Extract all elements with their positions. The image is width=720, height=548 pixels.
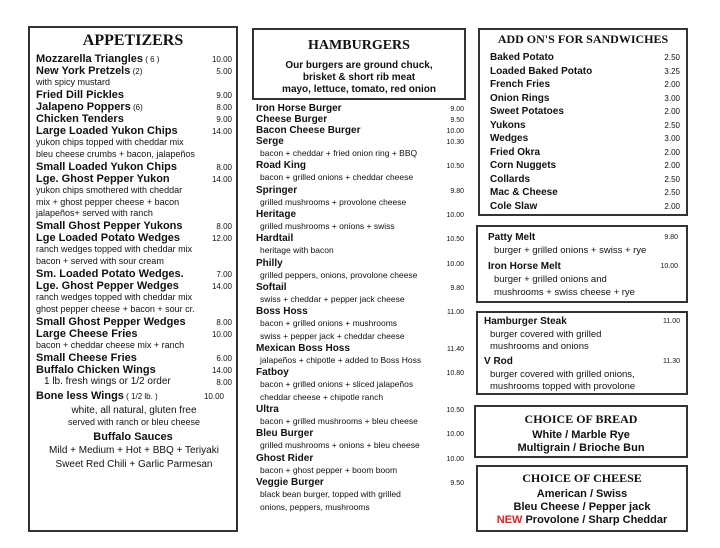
menu-item-desc: bacon + served with sour cream: [36, 256, 164, 267]
addons-list: [480, 53, 686, 215]
menu-item-name: Small Ghost Pepper Yukons: [36, 220, 183, 233]
menu-item-name: Lge. Ghost Pepper Wedges: [36, 280, 179, 293]
menu-item-price: 7.00: [216, 270, 232, 280]
menu-item-price: 10.00: [446, 260, 464, 268]
hamburgers-list: [252, 104, 466, 532]
menu-item: [256, 186, 464, 197]
menu-item-price: 11.00: [447, 309, 464, 317]
menu-item-price: 2.50: [664, 53, 680, 62]
hamburgers-subtitle-3: mayo, lettuce, tomato, red onion: [282, 84, 436, 95]
menu-item: [490, 121, 680, 135]
menu-item-name: Wedges: [490, 133, 529, 144]
menu-item-price: 3.25: [664, 66, 680, 76]
addons-title: ADD ON'S FOR SANDWICHES: [497, 32, 669, 46]
menu-item: [490, 134, 680, 148]
menu-item-desc: grilled peppers, onions, provolone cheese: [260, 269, 418, 280]
menu-item-desc: 1 lb. fresh wings or 1/2 order: [44, 375, 171, 387]
hamburgers-subtitle-2: brisket & short rib meat: [302, 72, 416, 83]
menu-item-desc: mushrooms and onions: [490, 341, 589, 353]
menu-item-desc: bacon + grilled onions + sliced jalapeños: [260, 379, 414, 390]
menu-item-price: 10.00: [446, 128, 464, 135]
menu-item: [256, 210, 464, 221]
menu-item-name: Large Loaded Yukon Chips: [36, 124, 178, 137]
boneless-desc-1: white, all natural, gluten free: [71, 404, 197, 416]
cheese-panel: [476, 465, 688, 532]
sauces-line-2: Sweet Red Chili + Garlic Parmesan: [55, 458, 213, 470]
menu-item-desc: with spicy mustard: [36, 77, 111, 87]
menu-item-price: 2.00: [664, 107, 680, 116]
boneless-desc-2: served with ranch or bleu cheese: [67, 416, 201, 427]
menu-item-name: Road King: [256, 160, 306, 172]
menu-item-price: 10.00: [446, 212, 464, 220]
menu-item-price: 2.00: [664, 161, 680, 170]
menu-item: [256, 161, 464, 172]
menu-item-wings-half: [44, 377, 232, 389]
menu-item-price: 9.80: [450, 285, 464, 293]
menu-item: [256, 478, 464, 489]
menu-item: [256, 283, 464, 294]
menu-item: [256, 344, 464, 355]
menu-item-name: Buffalo Chicken Wings: [36, 363, 156, 376]
menu-item: [490, 188, 680, 202]
menu-item-desc: jalapeños+ served with ranch: [36, 208, 153, 219]
menu-item-name: Sweet Potatoes: [490, 106, 564, 117]
menu-item: [36, 66, 232, 78]
menu-item-name: Fried Dill Pickles: [36, 88, 125, 101]
menu-item-price: 10.00: [203, 391, 224, 401]
menu-item: [488, 233, 678, 244]
menu-item: [36, 329, 232, 341]
menu-item-desc: grilled mushrooms + onions + bleu cheese: [260, 440, 420, 451]
menu-item-name: Yukons: [490, 119, 526, 131]
menu-item-price: 9.50: [450, 117, 464, 124]
bread-title: CHOICE OF BREAD: [524, 412, 638, 426]
bread-options-1: White / Marble Rye: [532, 429, 630, 441]
menu-item-desc: heritage with bacon: [260, 245, 334, 256]
menu-item-desc: burger covered with grilled: [490, 329, 602, 340]
menu-item: [36, 281, 232, 293]
menu-item-desc: black bean burger, topped with grilled: [260, 489, 401, 500]
menu-item-price: 10.50: [446, 163, 464, 171]
menu-item: [490, 107, 680, 121]
menu-item-name: Bleu Burger: [256, 428, 314, 440]
menu-item-price: 3.00: [664, 93, 680, 103]
menu-item-name: Small Loaded Yukon Chips: [36, 160, 177, 173]
menu-item-name: Iron Horse Melt: [488, 261, 561, 273]
menu-item-price: 12.00: [211, 234, 232, 244]
menu-item-price: 10.30: [446, 139, 464, 146]
menu-item: [36, 126, 232, 138]
menu-item-name: Corn Nuggets: [490, 160, 557, 171]
menu-item-desc: bacon + grilled mushrooms + bleu cheese: [260, 416, 418, 427]
menu-item-price: 3.00: [664, 134, 680, 143]
hamburgers-title: HAMBURGERS: [308, 38, 410, 53]
menu-item-price: 11.00: [663, 318, 680, 325]
menu-item-name: Softail: [256, 282, 287, 294]
hamburgers-header: [252, 28, 466, 100]
menu-item: [256, 368, 464, 379]
bread-options-2: Multigrain / Brioche Bun: [517, 442, 645, 455]
menu-item: [36, 174, 232, 186]
menu-item: [256, 137, 464, 148]
menu-item-price: 14.00: [211, 365, 232, 375]
menu-item-name: Collards: [490, 173, 531, 185]
menu-item-price: 11.30: [663, 357, 680, 365]
menu-item-name: Sm. Loaded Potato Wedges.: [36, 268, 184, 281]
menu-item: [490, 148, 680, 162]
menu-item-name: Mac & Cheese: [490, 187, 558, 198]
menu-item-desc: swiss + pepper jack + cheddar cheese: [260, 330, 405, 341]
menu-item-price: 9.50: [450, 480, 464, 488]
new-badge: NEW: [496, 514, 523, 527]
menu-item-price: 14.00: [211, 126, 232, 136]
cheese-options-2: Bleu Cheese / Pepper jack: [513, 501, 651, 514]
menu-item-name: Heritage: [256, 209, 297, 221]
menu-item-price: 9.80: [664, 234, 678, 241]
menu-item-price: 6.00: [216, 353, 232, 363]
menu-item-name: V Rod: [484, 355, 513, 367]
menu-item-desc: bleu cheese crumbs + bacon, jalapeños: [36, 148, 195, 159]
menu-item-price: 10.50: [446, 407, 464, 415]
menu-item-price: 8.00: [216, 102, 232, 112]
menu-item-price: 10.00: [446, 455, 464, 463]
menu-item-price: 10.00: [211, 55, 232, 64]
menu-item-desc: bacon + ghost pepper + boom boom: [260, 464, 398, 475]
sauces-line-1: Mild + Medium + Hot + BBQ + Teriyaki: [49, 444, 219, 456]
menu-item-desc: bacon + cheddar + fried onion ring + BBQ: [260, 148, 418, 158]
addons-panel: [478, 28, 688, 216]
menu-item-name: Mozzarella Triangles: [36, 53, 143, 65]
menu-item-desc: cheddar cheese + chipotle ranch: [260, 391, 384, 402]
menu-item-name: Fatboy: [256, 367, 289, 379]
bread-panel: [474, 405, 688, 458]
menu-item-name: Lge. Ghost Pepper Yukon: [36, 172, 170, 185]
cheese-options-1: American / Swiss: [536, 488, 628, 500]
menu-item-price: 8.00: [216, 377, 232, 387]
menu-item-name: Small Ghost Pepper Wedges: [36, 315, 186, 328]
menu-item-price: 2.00: [664, 80, 680, 89]
menu-item-price: 11.40: [447, 346, 464, 354]
menu-item: [484, 317, 680, 328]
menu-item-desc: yukon chips topped with cheddar mix: [36, 136, 184, 147]
menu-item-name: Chicken Tenders: [36, 112, 124, 125]
menu-item-price: 9.00: [216, 90, 232, 100]
cheese-options-3-text: Provolone / Sharp Cheddar: [522, 514, 668, 527]
menu-item-name: Cole Slaw: [490, 200, 538, 212]
menu-item-name: Patty Melt: [488, 232, 536, 243]
menu-item-price: 5.00: [216, 67, 232, 76]
menu-item-price: 10.50: [446, 236, 464, 244]
menu-item-desc: ranch wedges topped with cheddar mix: [36, 292, 193, 303]
hamburgers-subtitle-1: Our burgers are ground chuck,: [285, 60, 433, 71]
appetizers-list: [30, 54, 236, 377]
menu-item-price: 2.50: [664, 174, 680, 184]
menu-item-qty: (2): [130, 67, 143, 76]
menu-item: [484, 357, 680, 368]
menu-item: [490, 202, 680, 216]
menu-item-price: 10.00: [211, 329, 232, 339]
menu-item: [256, 126, 464, 137]
menu-item: [256, 405, 464, 416]
menu-item-name: Cheese Burger: [256, 114, 328, 125]
menu-item-name: Springer: [256, 184, 298, 196]
menu-item-price: 10.00: [660, 263, 678, 271]
menu-item: [488, 262, 678, 273]
menu-item-name: Small Cheese Fries: [36, 351, 137, 364]
menu-item-name: Lge Loaded Potato Wedges: [36, 232, 181, 245]
menu-item-desc: ghost pepper cheese + bacon + sour cr.: [36, 304, 195, 315]
menu-item-price: 9.80: [450, 187, 464, 195]
cheese-title: CHOICE OF CHEESE: [522, 471, 642, 485]
menu-item-name: Ultra: [256, 404, 279, 416]
menu-item: [490, 67, 680, 81]
menu-item-name: Iron Horse Burger: [256, 103, 342, 114]
menu-item-qty: ( 6 ): [142, 55, 160, 64]
menu-item: [490, 94, 680, 108]
menu-item: [490, 80, 680, 94]
menu-item-name: Bacon Cheese Burger: [256, 125, 361, 136]
menu-item-name: French Fries: [490, 79, 551, 90]
menu-item-desc: yukon chips smothered with cheddar: [36, 184, 183, 195]
menu-item-desc: bacon + grilled onions + mushrooms: [260, 318, 398, 329]
menu-item-boneless: [36, 391, 232, 403]
menu-item-name: Hamburger Steak: [484, 316, 567, 327]
menu-item-name: Jalapeno Poppers: [36, 100, 131, 113]
menu-item: [256, 454, 464, 465]
menu-item-desc: mushrooms + swiss cheese + rye: [494, 286, 635, 298]
menu-item-name: Loaded Baked Potato: [490, 65, 593, 77]
menu-item-price: 9.00: [450, 106, 464, 113]
menu-item-desc: ranch wedges topped with cheddar mix: [36, 244, 193, 255]
menu-item-price: 2.50: [664, 188, 680, 197]
menu-item-desc: burger + grilled onions + swiss + rye: [494, 245, 647, 256]
menu-item-name: Large Cheese Fries: [36, 327, 138, 340]
menu-item-qty: ( 1/2 lb. ): [123, 391, 158, 401]
menu-item-desc: grilled mushrooms + provolone cheese: [260, 196, 407, 207]
menu-item-price: 2.00: [664, 201, 680, 211]
menu-item-desc: bacon + grilled onions + cheddar cheese: [260, 172, 414, 183]
menu-item-price: 2.50: [664, 120, 680, 130]
melts-panel: [476, 225, 688, 303]
menu-item-price: 2.00: [664, 147, 680, 157]
menu-item-qty: (6): [130, 102, 143, 112]
menu-item-name: New York Pretzels: [36, 65, 131, 77]
menu-item-desc: jalapeños + chipotle + added to Boss Hoss: [260, 355, 422, 366]
menu-item: [256, 234, 464, 245]
menu-item: [490, 161, 680, 175]
menu-item-price: 8.00: [216, 222, 232, 232]
appetizers-title: APPETIZERS: [82, 32, 184, 49]
menu-item-name: Ghost Rider: [256, 452, 314, 464]
menu-item-price: 10.80: [446, 370, 464, 378]
menu-item: [256, 259, 464, 270]
menu-item: [490, 175, 680, 189]
menu-item-desc: bacon + cheddar cheese mix + ranch: [36, 339, 185, 350]
menu-item-name: Philly: [256, 257, 283, 269]
sauces-title: Buffalo Sauces: [93, 430, 173, 443]
menu-item-name: Mexican Boss Hoss: [256, 343, 350, 355]
menu-item-name: Boss Hoss: [256, 306, 308, 318]
appetizers-panel: [28, 26, 238, 532]
menu-item-name: Baked Potato: [490, 52, 554, 63]
menu-item-price: 8.00: [216, 162, 232, 172]
menu-item-name: Bone less Wings: [36, 389, 124, 402]
steaks-panel: [476, 311, 688, 395]
menu-item-price: 10.00: [446, 431, 464, 439]
menu-item-desc: swiss + cheddar + pepper jack cheese: [260, 294, 405, 305]
menu-item: [256, 307, 464, 318]
menu-item-name: Serge: [256, 136, 284, 147]
menu-item-name: Onion Rings: [490, 92, 550, 104]
menu-item: [36, 233, 232, 245]
menu-item-desc: mix + ghost pepper cheese + bacon: [36, 196, 180, 207]
menu-item-price: 14.00: [211, 174, 232, 184]
menu-item-desc: burger + grilled onions and: [494, 274, 607, 286]
menu-item-price: 14.00: [211, 282, 232, 292]
menu-item-name: Hardtail: [256, 233, 294, 245]
menu-item-desc: burger covered with grilled onions,: [490, 368, 635, 380]
menu-item-desc: grilled mushrooms + onions + swiss: [260, 221, 395, 232]
menu-item-desc: mushrooms topped with provolone: [490, 381, 636, 393]
menu-item: [256, 429, 464, 440]
menu-item-name: Veggie Burger: [256, 477, 324, 489]
menu-item-name: Fried Okra: [490, 146, 541, 158]
cheese-options-3: [478, 514, 686, 527]
menu-item-desc: onions, peppers, mushrooms: [260, 501, 370, 512]
menu-item: [490, 53, 680, 67]
menu-item-price: 9.00: [216, 114, 232, 124]
menu-item-price: 8.00: [216, 317, 232, 327]
